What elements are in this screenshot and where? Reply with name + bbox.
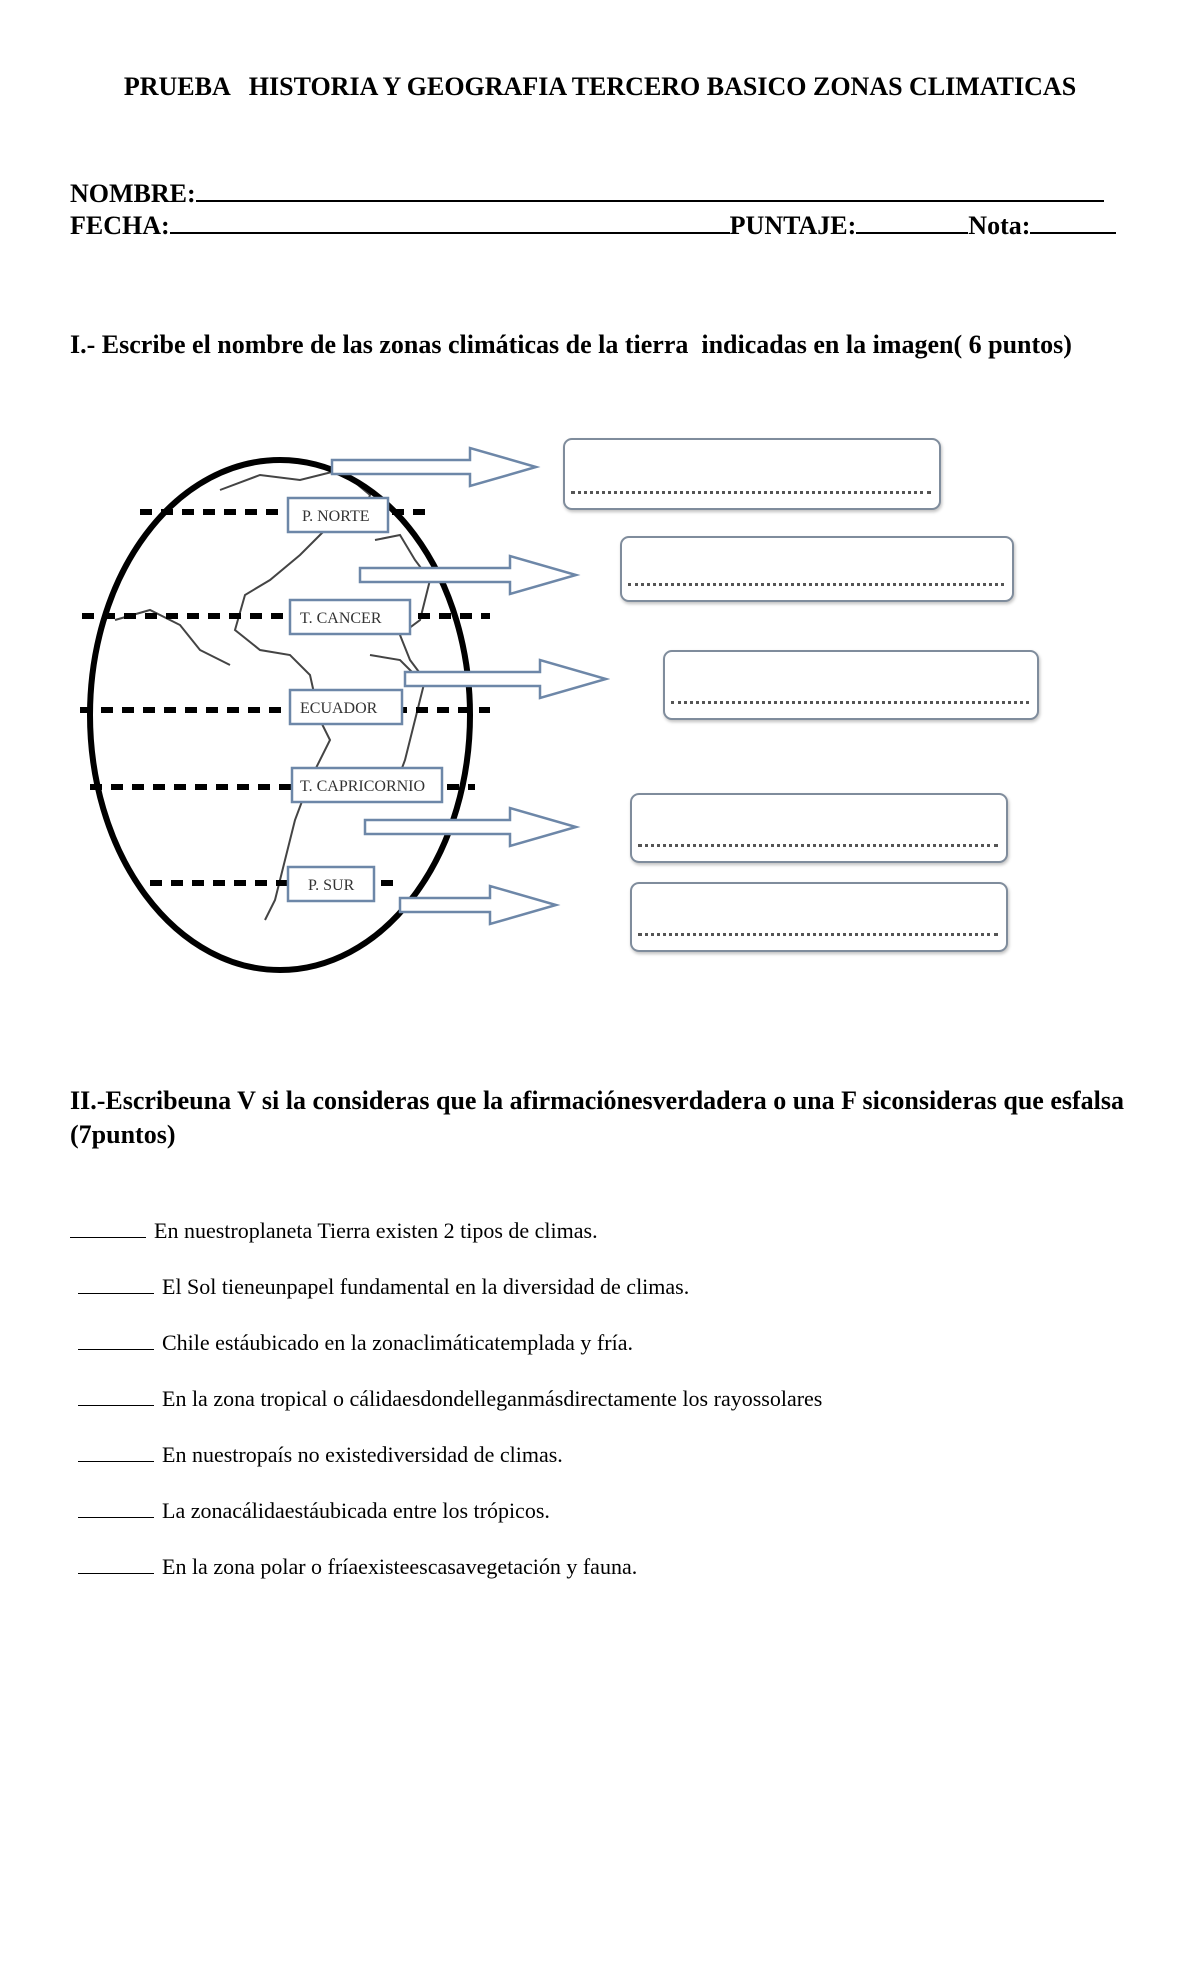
- nombre-label: NOMBRE:: [70, 179, 196, 208]
- statement-text: El Sol tieneunpapel fundamental en la diversidad de climas.: [162, 1274, 690, 1299]
- nombre-row: [70, 176, 1104, 209]
- statement-text: En nuestroplaneta Tierra existen 2 tipos de climas.: [154, 1218, 598, 1243]
- answer-box-4[interactable]: [630, 793, 1008, 863]
- section2-heading: II.-Escribeuna V si la consideras que la afirmaciónesverdadera o una F siconsideras que esfalsa (7puntos): [70, 1086, 1125, 1149]
- answer-blank[interactable]: [78, 1275, 154, 1294]
- answer-blank[interactable]: [78, 1387, 154, 1406]
- label-tropico-capricornio: [292, 768, 442, 802]
- statement-row: [78, 1498, 550, 1524]
- fecha-row: [70, 208, 1116, 241]
- page-title: PRUEBA HISTORIA Y GEOGRAFIA TERCERO BASICO ZONAS CLIMATICAS: [123, 72, 1077, 101]
- svg-text:T. CANCER: T. CANCER: [300, 610, 382, 627]
- nota-field[interactable]: [1030, 208, 1116, 234]
- globe-diagram: [70, 420, 610, 980]
- label-polo-sur: [288, 867, 374, 901]
- svg-text:ECUADOR: ECUADOR: [300, 700, 378, 717]
- statement-row: [78, 1554, 637, 1580]
- puntaje-label: PUNTAJE:: [729, 211, 857, 240]
- statement-row: [78, 1274, 689, 1300]
- statement-text: En nuestropaís no existediversidad de climas.: [162, 1442, 563, 1467]
- statement-text: La zonacálidaestáubicada entre los trópicos.: [162, 1498, 550, 1523]
- statement-text: Chile estáubicado en la zonaclimáticatemplada y fría.: [162, 1330, 633, 1355]
- section1-heading: I.- Escribe el nombre de las zonas climáticas de la tierra indicadas en la imagen( 6 puntos): [70, 330, 1072, 359]
- svg-text:P. SUR: P. SUR: [308, 877, 355, 894]
- statement-text: En la zona polar o fríaexisteescasavegetación y fauna.: [162, 1554, 638, 1579]
- statement-row: [78, 1442, 563, 1468]
- answer-box-5[interactable]: [630, 882, 1008, 952]
- answer-blank[interactable]: [78, 1555, 154, 1574]
- answer-box-3[interactable]: [663, 650, 1039, 720]
- label-ecuador: [290, 690, 402, 724]
- answer-blank[interactable]: [78, 1499, 154, 1518]
- label-tropico-cancer: [290, 600, 410, 634]
- statement-text: En la zona tropical o cálidaesdondelleganmásdirectamente los rayossolares: [162, 1386, 823, 1411]
- nota-label: Nota:: [968, 211, 1031, 240]
- svg-text:T. CAPRICORNIO: T. CAPRICORNIO: [300, 778, 426, 795]
- statement-row: [70, 1218, 598, 1244]
- answer-box-2[interactable]: [620, 536, 1014, 602]
- label-polo-norte: [288, 498, 388, 532]
- fecha-field[interactable]: [170, 208, 730, 234]
- statement-row: [78, 1330, 633, 1356]
- answer-blank[interactable]: [78, 1443, 154, 1462]
- nombre-field[interactable]: [196, 176, 1104, 202]
- statement-row: [78, 1386, 822, 1412]
- answer-blank[interactable]: [78, 1331, 154, 1350]
- fecha-label: FECHA:: [70, 211, 170, 240]
- answer-box-1[interactable]: [563, 438, 941, 510]
- svg-text:P. NORTE: P. NORTE: [302, 508, 370, 525]
- answer-blank[interactable]: [70, 1219, 146, 1238]
- puntaje-field[interactable]: [856, 208, 968, 234]
